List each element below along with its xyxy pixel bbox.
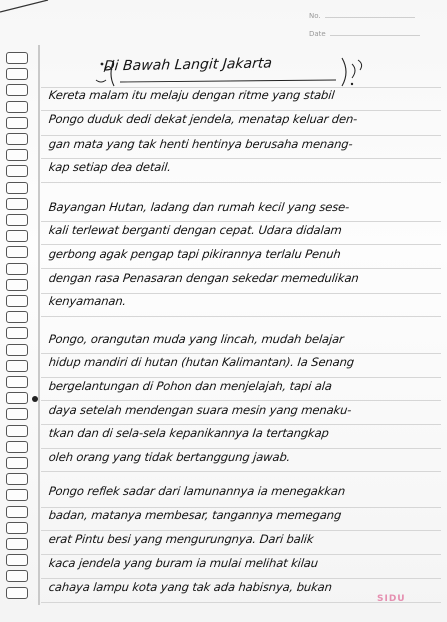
binder-ring bbox=[6, 506, 28, 518]
binder-ring bbox=[6, 165, 28, 177]
binder-ring bbox=[6, 441, 28, 453]
text-line: hidup mandiri di hutan (hutan Kalimantan). Ia Senang bbox=[48, 355, 355, 369]
binder-ring bbox=[6, 263, 28, 275]
binder-ring bbox=[6, 587, 28, 599]
ruled-line bbox=[41, 424, 441, 425]
ink-dot bbox=[30, 394, 40, 404]
text-line: cahaya lampu kota yang tak ada habisnya, bukan bbox=[48, 580, 333, 594]
margin-line bbox=[38, 45, 40, 605]
binder-ring bbox=[6, 376, 28, 388]
ruled-line bbox=[41, 554, 441, 555]
binder-ring bbox=[6, 117, 28, 129]
page-title: Di Bawah Langit Jakarta bbox=[103, 55, 273, 75]
brand-mark: SIDU bbox=[377, 594, 406, 604]
ruled-line bbox=[41, 158, 441, 159]
text-line: erat Pintu besi yang mengurungnya. Dari balik bbox=[48, 532, 315, 546]
text-line: Pongo, orangutan muda yang lincah, mudah belajar bbox=[48, 332, 345, 346]
ruled-line bbox=[41, 400, 441, 401]
ruled-line bbox=[41, 448, 441, 449]
number-label: No. bbox=[309, 12, 321, 20]
binder-ring bbox=[6, 214, 28, 226]
text-line: Pongo reflek sadar dari lamunannya ia menegakkan bbox=[48, 484, 346, 498]
binder-ring bbox=[6, 522, 28, 534]
ruled-line bbox=[41, 377, 441, 378]
binder-ring bbox=[6, 295, 28, 307]
text-line: Pongo duduk dedi dekat jendela, menatap keluar den- bbox=[48, 112, 358, 126]
binder-ring bbox=[6, 230, 28, 242]
date-field bbox=[309, 30, 420, 38]
ruled-line bbox=[41, 353, 441, 354]
ruled-line bbox=[41, 578, 441, 579]
text-line: dengan rasa Penasaran dengan sekedar memedulikan bbox=[48, 271, 360, 285]
binder-ring bbox=[6, 344, 28, 356]
binder-ring bbox=[6, 198, 28, 210]
ruled-line bbox=[41, 135, 441, 136]
text-line: oleh orang yang tidak bertanggung jawab. bbox=[48, 450, 291, 464]
binder-ring bbox=[6, 182, 28, 194]
text-line: gerbong agak pengap tapi pikirannya terlalu Penuh bbox=[48, 247, 342, 261]
ruled-line bbox=[41, 110, 441, 111]
ruled-line bbox=[41, 316, 441, 317]
text-line: gan mata yang tak henti hentinya berusaha menang- bbox=[48, 137, 354, 151]
ruled-line bbox=[41, 268, 441, 269]
ruled-line bbox=[41, 182, 441, 183]
binder-ring bbox=[6, 489, 28, 501]
text-line: badan, matanya membesar, tangannya memegang bbox=[48, 508, 342, 522]
text-line: kali terlewat berganti dengan cepat. Udara didalam bbox=[48, 223, 343, 237]
ruled-line bbox=[41, 471, 441, 472]
ruled-line bbox=[41, 244, 441, 245]
binder-ring bbox=[6, 246, 28, 258]
text-line: kaca jendela yang buram ia mulai melihat kilau bbox=[48, 556, 319, 570]
binder-ring bbox=[6, 360, 28, 372]
ruled-line bbox=[41, 530, 441, 531]
date-label: Date bbox=[309, 30, 326, 38]
binder-ring bbox=[6, 392, 28, 404]
corner-fold bbox=[0, 0, 60, 20]
number-field bbox=[309, 12, 415, 20]
text-line: kenyamanan. bbox=[48, 294, 127, 308]
binder-ring bbox=[6, 457, 28, 469]
binder-ring bbox=[6, 68, 28, 80]
binder-ring bbox=[6, 311, 28, 323]
binder-ring bbox=[6, 408, 28, 420]
binder-ring bbox=[6, 133, 28, 145]
binder-ring bbox=[6, 327, 28, 339]
binder-ring bbox=[6, 52, 28, 64]
binder-ring bbox=[6, 538, 28, 550]
text-line: Bayangan Hutan, ladang dan rumah kecil yang sese- bbox=[48, 200, 350, 214]
ruled-line bbox=[41, 221, 441, 222]
text-line: bergelantungan di Pohon dan menjelajah, tapi ala bbox=[48, 379, 333, 393]
binder-ring bbox=[6, 425, 28, 437]
text-line: kap setiap dea detail. bbox=[48, 160, 172, 174]
binder-ring bbox=[6, 84, 28, 96]
binder-ring bbox=[6, 279, 28, 291]
text-line: Kereta malam itu melaju dengan ritme yang stabil bbox=[48, 88, 336, 102]
binder-ring bbox=[6, 101, 28, 113]
binder-ring bbox=[6, 554, 28, 566]
text-line: tkan dan di sela-sela kepanikannya Ia tertangkap bbox=[48, 426, 330, 440]
text-line: daya setelah mendengan suara mesin yang menaku- bbox=[48, 403, 353, 417]
binder-ring bbox=[6, 570, 28, 582]
binder-ring bbox=[6, 473, 28, 485]
binder-ring bbox=[6, 149, 28, 161]
